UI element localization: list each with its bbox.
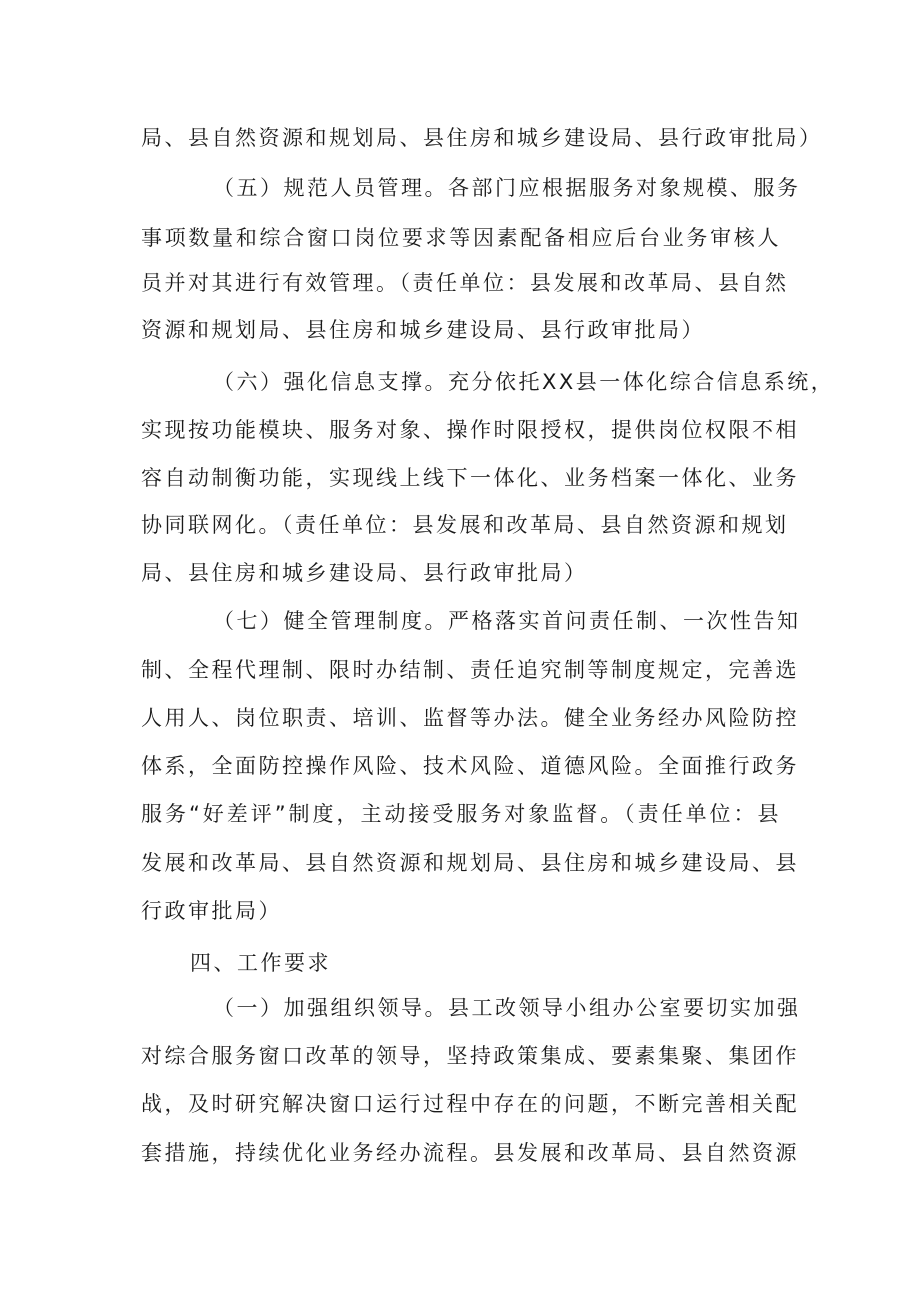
paragraph-7-line-6: 发展和改革局、县自然资源和规划局、县住房和城乡建设局、县 <box>141 851 799 875</box>
paragraph-1-line-1: （一）加强组织领导。县工改领导小组办公室要切实加强 <box>213 996 801 1020</box>
paragraph-6-line-5: 局、县住房和城乡建设局、县行政审批局） <box>141 561 588 585</box>
paragraph-7-line-3: 人用人、岗位职责、培训、监督等办法。健全业务经办风险防控 <box>141 706 799 730</box>
paragraph-1-line-4: 套措施，持续优化业务经办流程。县发展和改革局、县自然资源 <box>141 1141 799 1165</box>
paragraph-5-line-4: 资源和规划局、县住房和城乡建设局、县行政审批局） <box>141 318 705 342</box>
paragraph-7-line-7: 行政审批局） <box>141 899 282 923</box>
paragraph-7-line-1: （七）健全管理制度。严格落实首问责任制、一次性告知 <box>213 609 801 633</box>
text-line-1: 局、县自然资源和规划局、县住房和城乡建设局、县行政审批局） <box>141 126 823 150</box>
paragraph-7-line-5: 服务“好差评”制度，主动接受服务对象监督。（责任单位：县 <box>141 802 781 826</box>
section-heading: 四、工作要求 <box>190 951 331 975</box>
paragraph-6-line-3: 容自动制衡功能，实现线上线下一体化、业务档案一体化、业务 <box>141 466 799 490</box>
paragraph-6-line-2: 实现按功能模块、服务对象、操作时限授权，提供岗位权限不相 <box>141 418 799 442</box>
paragraph-5-line-3: 员并对其进行有效管理。（责任单位：县发展和改革局、县自然 <box>141 271 789 295</box>
paragraph-1-line-3: 战，及时研究解决窗口运行过程中存在的问题，不断完善相关配 <box>141 1092 799 1116</box>
paragraph-5-line-2: 事项数量和综合窗口岗位要求等因素配备相应后台业务审核人 <box>141 226 781 250</box>
paragraph-1-line-2: 对综合服务窗口改革的领导，坚持政策集成、要素集聚、集团作 <box>141 1044 799 1068</box>
paragraph-7-line-2: 制、全程代理制、限时办结制、责任追究制等制度规定，完善选 <box>141 658 799 682</box>
paragraph-5-line-1: （五）规范人员管理。各部门应根据服务对象规模、服务 <box>213 176 801 200</box>
paragraph-7-line-4: 体系，全面防控操作风险、技术风险、道德风险。全面推行政务 <box>141 754 799 778</box>
paragraph-6-line-4: 协同联网化。（责任单位：县发展和改革局、县自然资源和规划 <box>141 513 789 537</box>
paragraph-6-line-1: （六）强化信息支撑。充分依托XX县一体化综合信息系统， <box>213 370 835 394</box>
